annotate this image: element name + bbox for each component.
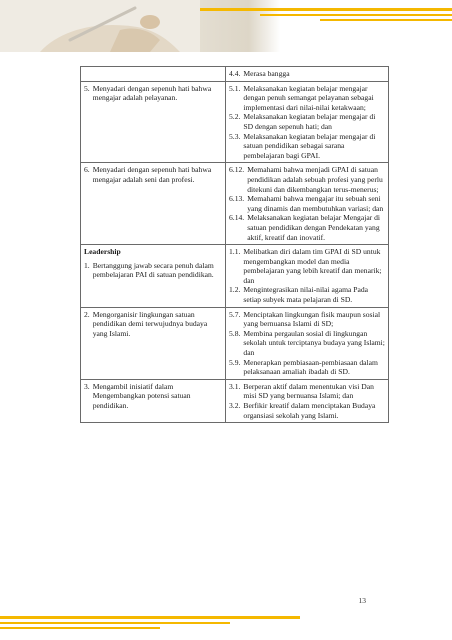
competency-cell	[81, 67, 226, 82]
item-number: 5.7.	[229, 309, 241, 319]
item-number: 6.14.	[229, 213, 245, 223]
list-item	[229, 358, 385, 377]
list-item	[229, 112, 385, 131]
item-number: 1.1.	[229, 247, 241, 257]
item-text: Merasa bangga	[243, 69, 290, 78]
indicator-cell	[226, 163, 389, 245]
indicator-cell	[226, 379, 389, 422]
item-number: 5.9.	[229, 357, 241, 367]
table-row	[81, 245, 389, 308]
item-number: 4.4.	[229, 69, 241, 78]
pen-writing-illustration-icon	[0, 0, 200, 52]
list-item	[84, 165, 222, 184]
table-row	[81, 163, 389, 245]
item-number: 2.	[84, 309, 90, 319]
footer-decoration	[0, 606, 452, 640]
item-number: 5.3.	[229, 131, 241, 141]
footer-stripe	[0, 627, 160, 629]
item-number: 6.	[84, 165, 90, 175]
page-number: 13	[358, 596, 366, 605]
item-number: 5.1.	[229, 83, 241, 93]
list-item	[84, 382, 222, 411]
list-item	[229, 310, 385, 329]
header-stripe	[320, 19, 452, 21]
item-text: Menerapkan pembiasaan-pembiasaan dalam pelaksanaan amaliah ibadah di SD.	[243, 357, 378, 377]
competency-cell	[81, 163, 226, 245]
item-text: Bertanggung jawab secara penuh dalam pembelajaran PAI di satuan pendidikan.	[92, 260, 214, 280]
item-text: Melaksanakan kegiatan belajar mengajar di satuan pendidikan sebagai sarana pembelajaran bagi GPAI.	[243, 131, 376, 160]
table-row	[81, 81, 389, 163]
item-number: 1.	[84, 260, 90, 270]
header-stripe	[200, 8, 452, 11]
indicator-cell	[226, 67, 389, 82]
competency-cell	[81, 245, 226, 308]
competency-cell	[81, 379, 226, 422]
indicator-cell	[226, 245, 389, 308]
item-text: Menyadari dengan sepenuh hati bahwa mengajar adalah seni dan profesi.	[92, 165, 212, 184]
item-number: 5.8.	[229, 328, 241, 338]
list-item	[229, 132, 385, 161]
item-text: Memahami bahwa menjadi GPAI di satuan pendidikan adalah sebuah profesi yang perlu ditekuni dan dikembangkan terus-menerus;	[247, 165, 383, 194]
item-number: 3.1.	[229, 381, 241, 391]
item-number: 5.2.	[229, 112, 241, 122]
list-item	[229, 382, 385, 401]
table-row	[81, 307, 389, 379]
item-text: Melaksanakan kegiatan belajar mengajar di SD dengan sepenuh hati; dan	[243, 112, 376, 131]
item-text: Mengorganisir lingkungan satuan pendidikan demi terwujudnya budaya yang Islami.	[92, 309, 208, 338]
indicator-cell	[226, 81, 389, 163]
list-item	[84, 84, 222, 103]
item-number: 3.2.	[229, 401, 241, 410]
item-text: Berfikir kreatif dalam menciptakan Budaya organsiasi sekolah yang Islami.	[243, 401, 376, 420]
competency-table	[80, 66, 389, 423]
list-item	[84, 261, 222, 280]
list-item	[84, 310, 222, 339]
section-heading: Leadership	[84, 247, 121, 257]
item-number: 1.2.	[229, 285, 241, 295]
competency-cell	[81, 81, 226, 163]
header-decoration	[0, 0, 452, 52]
list-item	[229, 165, 385, 194]
list-item	[229, 285, 385, 304]
list-item	[229, 84, 385, 113]
item-text: Membina pergaulan sosial di lingkungan sekolah untuk terciptanya budaya yang Islami; dan	[243, 328, 385, 358]
item-text: Melaksanakan kegiatan belajar mengajar dengan penuh semangat pelayanan sebagai implementasi dari nilai-nilai ketakwaan;	[243, 83, 374, 112]
footer-stripe	[0, 622, 230, 624]
item-text: Menciptakan lingkungan fisik maupun sosial yang bernuansa Islami di SD;	[243, 309, 381, 329]
item-number: 6.12.	[229, 165, 245, 175]
item-number: 3.	[84, 381, 90, 391]
list-item	[229, 213, 385, 242]
item-text: Melaksanakan kegiatan belajar Mengajar di satuan pendidikan dengan Pendekatan yang aktif, kreatif dan inovatif.	[247, 213, 381, 242]
item-text: Melibatkan diri dalam tim GPAI di SD untuk mengembangkan model dan media pembelajaran yang lebih kreatif dan menarik; dan	[243, 247, 382, 285]
item-text: Mengintegrasikan nilai-nilai agama Pada setiap subyek mata pelajaran di SD.	[243, 285, 369, 305]
footer-stripe	[0, 616, 300, 619]
list-item	[229, 69, 385, 79]
list-item	[229, 329, 385, 358]
list-item	[229, 194, 385, 213]
table-row	[81, 67, 389, 82]
competency-cell	[81, 307, 226, 379]
table-row	[81, 379, 389, 422]
item-number: 6.13.	[229, 194, 245, 204]
item-number: 5.	[84, 83, 90, 93]
header-stripe	[260, 14, 452, 16]
item-text: Berperan aktif dalam menentukan visi Dan misi SD yang bernuansa Islami; dan	[243, 381, 374, 401]
item-text: Memahami bahwa mengajar itu sebuah seni yang dinamis dan membutuhkan variasi; dan	[247, 194, 384, 213]
list-item	[229, 401, 385, 420]
item-text: Menyadari dengan sepenuh hati bahwa mengajar adalah pelayanan.	[92, 83, 212, 103]
list-item	[229, 247, 385, 285]
item-text: Mengambil inisiatif dalam Mengembangkan potensi satuan pendidikan.	[92, 381, 191, 410]
indicator-cell	[226, 307, 389, 379]
